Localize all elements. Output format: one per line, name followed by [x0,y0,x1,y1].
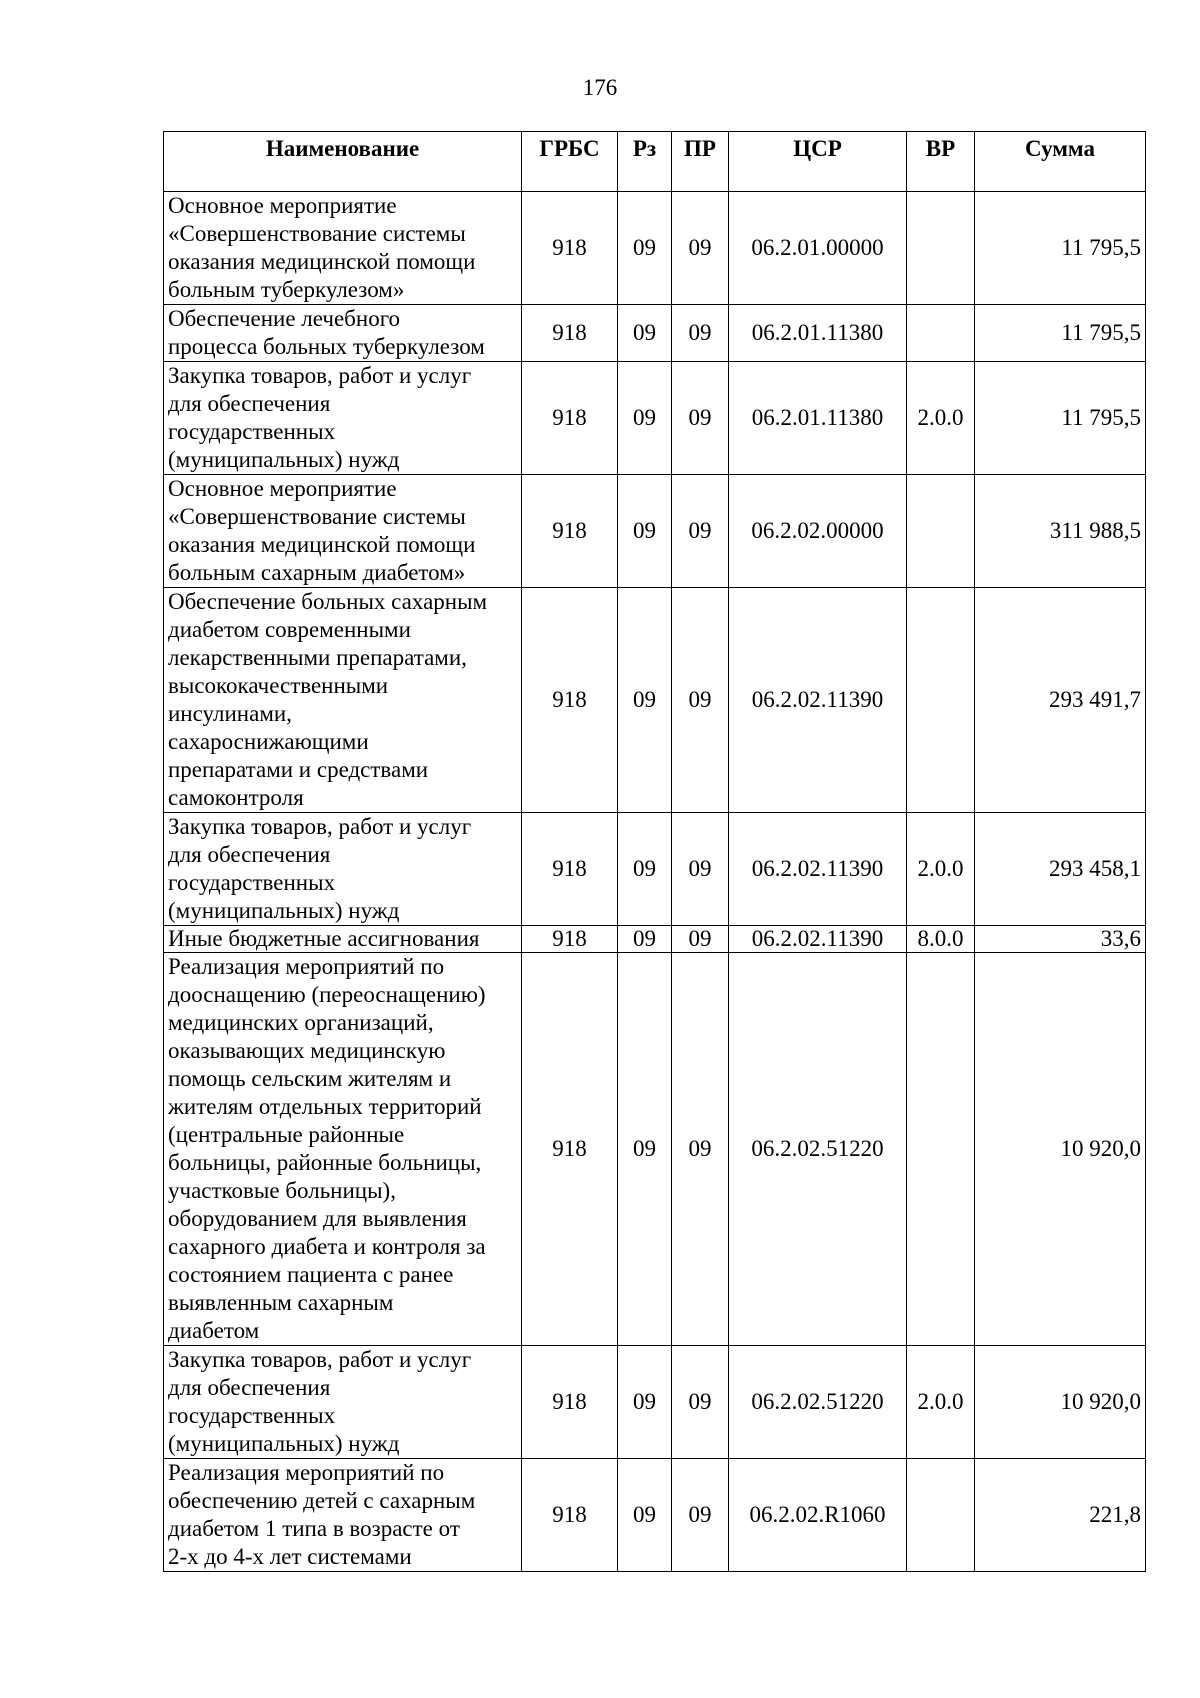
cell-vr: 8.0.0 [907,926,975,953]
cell-rz: 09 [618,305,672,362]
cell-sum: 11 795,5 [975,305,1146,362]
row-name [164,192,522,305]
table-row [164,588,1146,813]
cell-csr: 06.2.01.11380 [729,305,907,362]
cell-pr: 09 [672,475,729,588]
cell-pr: 09 [672,588,729,813]
cell-grbs: 918 [522,475,618,588]
row-name-line: оказывающих медицинскую [168,1038,446,1063]
cell-pr: 09 [672,362,729,475]
budget-table [163,131,1146,1572]
cell-sum: 10 920,0 [975,1346,1146,1459]
header-csr: ЦСР [729,132,907,192]
row-name-line: медицинских организаций, [168,1010,434,1035]
table-row [164,192,1146,305]
row-name-line: государственных [168,1403,336,1428]
row-name-line: жителям отдельных территорий [168,1094,482,1119]
cell-csr: 06.2.02.00000 [729,475,907,588]
cell-grbs: 918 [522,926,618,953]
row-name-line: больным сахарным диабетом» [168,560,466,585]
header-pr: ПР [672,132,729,192]
cell-vr [907,475,975,588]
row-name-line: государственных [168,419,336,444]
row-name-line: высококачественными [168,673,389,698]
cell-csr: 06.2.02.51220 [729,1346,907,1459]
row-name-line: диабетом 1 типа в возрасте от [168,1516,460,1541]
cell-rz: 09 [618,1459,672,1572]
cell-rz: 09 [618,588,672,813]
row-name-line: оборудованием для выявления [168,1206,467,1231]
row-name-line: (муниципальных) нужд [168,898,400,923]
row-name-line: Обеспечение лечебного [168,306,401,331]
cell-vr [907,305,975,362]
cell-sum: 293 491,7 [975,588,1146,813]
header-name: Наименование [164,132,522,192]
cell-grbs: 918 [522,305,618,362]
row-name-line: Обеспечение больных сахарным [168,589,488,614]
cell-vr [907,953,975,1346]
row-name-line: для обеспечения [168,391,331,416]
cell-grbs: 918 [522,588,618,813]
row-name-line: состоянием пациента с ранее [168,1262,454,1287]
header-rz: Рз [618,132,672,192]
header-vr: ВР [907,132,975,192]
cell-rz: 09 [618,953,672,1346]
cell-csr: 06.2.01.11380 [729,362,907,475]
row-name-line: помощь сельским жителям и [168,1066,452,1091]
table-body [164,192,1146,1572]
row-name-line: 2-х до 4-х лет системами [168,1544,412,1569]
cell-grbs: 918 [522,192,618,305]
row-name [164,588,522,813]
row-name-line: (муниципальных) нужд [168,1431,400,1456]
cell-vr: 2.0.0 [907,362,975,475]
cell-grbs: 918 [522,953,618,1346]
table-row [164,953,1146,1346]
cell-csr: 06.2.01.00000 [729,192,907,305]
row-name-line: инсулинами, [168,701,292,726]
row-name-line: оказания медицинской помощи [168,249,476,274]
table-row [164,1346,1146,1459]
cell-sum: 311 988,5 [975,475,1146,588]
row-name-line: больницы, районные больницы, [168,1150,482,1175]
table-row [164,362,1146,475]
row-name [164,926,522,953]
row-name-line: Основное мероприятие [168,476,397,501]
cell-rz: 09 [618,1346,672,1459]
cell-rz: 09 [618,362,672,475]
row-name-line: дооснащению (переоснащению) [168,982,486,1007]
row-name-line: «Совершенствование системы [168,221,466,246]
row-name [164,362,522,475]
row-name-line: государственных [168,870,336,895]
row-name-line: оказания медицинской помощи [168,532,476,557]
row-name [164,1346,522,1459]
row-name-line: Реализация мероприятий по [168,1460,445,1485]
cell-sum: 293 458,1 [975,813,1146,926]
table-row [164,813,1146,926]
cell-pr: 09 [672,192,729,305]
cell-pr: 09 [672,1459,729,1572]
cell-csr: 06.2.02.11390 [729,813,907,926]
row-name [164,305,522,362]
cell-csr: 06.2.02.11390 [729,588,907,813]
cell-grbs: 918 [522,813,618,926]
row-name-line: обеспечению детей с сахарным [168,1488,476,1513]
cell-sum: 221,8 [975,1459,1146,1572]
row-name-line: самоконтроля [168,785,304,810]
row-name [164,1459,522,1572]
cell-rz: 09 [618,475,672,588]
table-row [164,926,1146,953]
cell-vr [907,192,975,305]
header-sum: Сумма [975,132,1146,192]
row-name-line: (муниципальных) нужд [168,447,400,472]
cell-rz: 09 [618,192,672,305]
row-name-line: препаратами и средствами [168,757,429,782]
cell-csr: 06.2.02.R1060 [729,1459,907,1572]
page-number: 176 [582,75,618,100]
table-row [164,475,1146,588]
cell-rz: 09 [618,813,672,926]
table-row [164,305,1146,362]
cell-rz: 09 [618,926,672,953]
header-grbs: ГРБС [522,132,618,192]
cell-grbs: 918 [522,362,618,475]
row-name-line: для обеспечения [168,842,331,867]
row-name-line: Закупка товаров, работ и услуг [168,1347,472,1372]
row-name [164,953,522,1346]
row-name-line: сахароснижающими [168,729,369,754]
row-name-line: Закупка товаров, работ и услуг [168,814,472,839]
row-name-line: сахарного диабета и контроля за [168,1234,486,1259]
cell-pr: 09 [672,953,729,1346]
row-name-line: выявленным сахарным [168,1290,394,1315]
row-name-line: (центральные районные [168,1122,405,1147]
row-name [164,475,522,588]
cell-grbs: 918 [522,1346,618,1459]
cell-pr: 09 [672,305,729,362]
row-name-line: участковые больницы), [168,1178,396,1203]
row-name-line: Иные бюджетные ассигнования [168,926,480,951]
cell-sum: 10 920,0 [975,953,1146,1346]
row-name-line: диабетом современными [168,617,411,642]
cell-sum: 11 795,5 [975,362,1146,475]
row-name-line: для обеспечения [168,1375,331,1400]
header-row [164,132,1146,192]
table-row [164,1459,1146,1572]
row-name-line: диабетом [168,1318,260,1343]
row-name-line: Реализация мероприятий по [168,954,445,979]
cell-csr: 06.2.02.51220 [729,953,907,1346]
cell-vr: 2.0.0 [907,813,975,926]
row-name-line: Основное мероприятие [168,193,397,218]
row-name-line: «Совершенствование системы [168,504,466,529]
cell-pr: 09 [672,813,729,926]
cell-vr: 2.0.0 [907,1346,975,1459]
row-name-line: лекарственными препаратами, [168,645,467,670]
cell-sum: 33,6 [975,926,1146,953]
cell-pr: 09 [672,926,729,953]
row-name-line: процесса больных туберкулезом [168,334,485,359]
row-name-line: больным туберкулезом» [168,277,405,302]
cell-vr [907,1459,975,1572]
cell-vr [907,588,975,813]
cell-pr: 09 [672,1346,729,1459]
cell-csr: 06.2.02.11390 [729,926,907,953]
row-name-line: Закупка товаров, работ и услуг [168,363,472,388]
cell-grbs: 918 [522,1459,618,1572]
cell-sum: 11 795,5 [975,192,1146,305]
row-name [164,813,522,926]
